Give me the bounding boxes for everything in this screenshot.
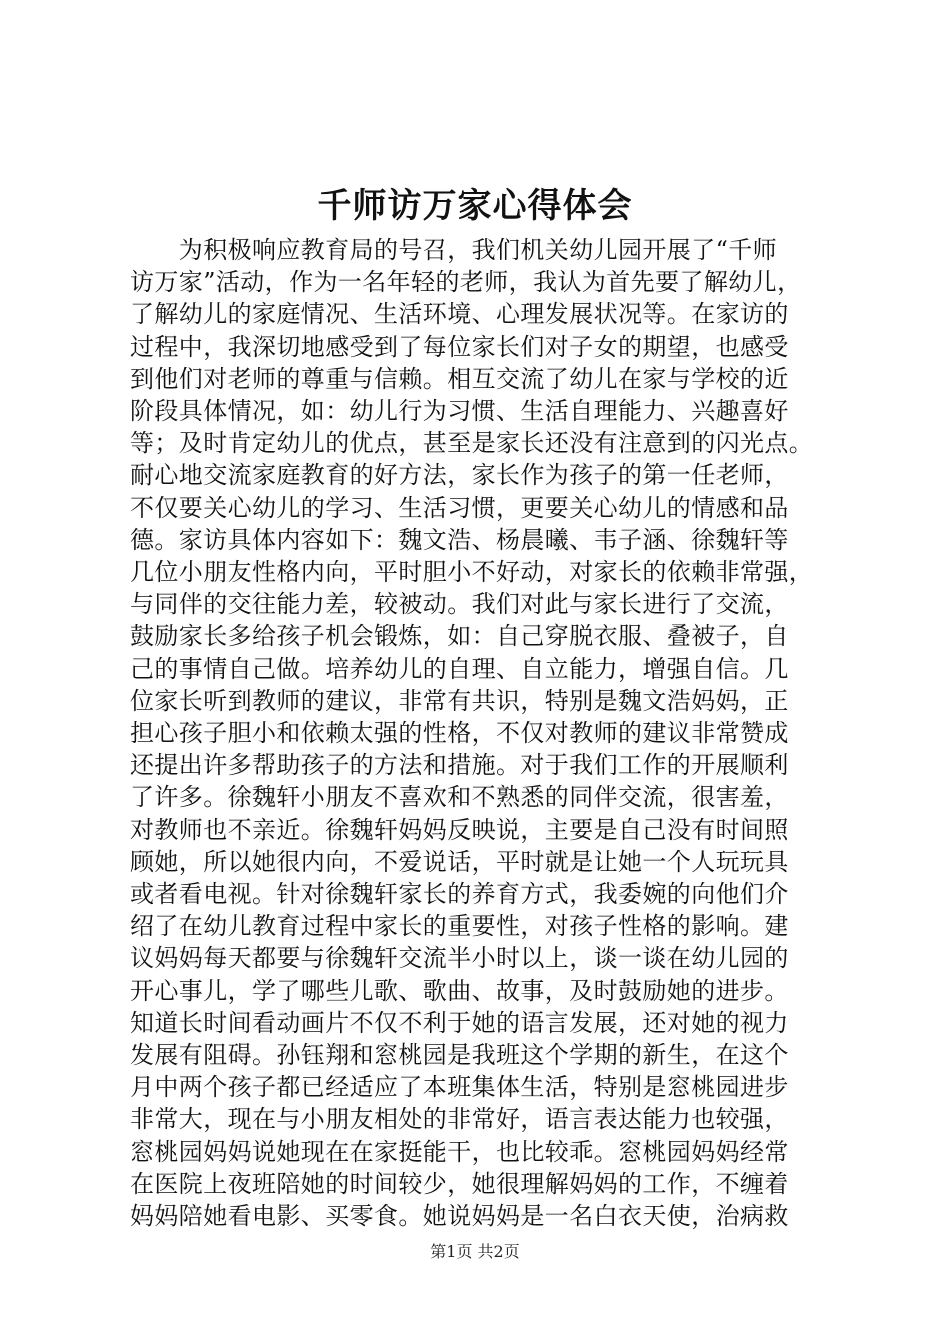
body-line: 了解幼儿的家庭情况、生活环境、心理发展状况等。在家访的: [130, 300, 789, 329]
body-line: 耐心地交流家庭教育的好方法，家长作为孩子的第一任老师，: [130, 461, 789, 490]
body-line: 月中两个孩子都已经适应了本班集体生活，特别是窓桃园进步: [130, 1073, 789, 1102]
body-line: 对教师也不亲近。徐魏轩妈妈反映说，主要是自己没有时间照: [130, 815, 789, 844]
body-line: 德。家访具体内容如下：魏文浩、杨晨曦、韦子涵、徐魏轩等: [130, 525, 789, 554]
body-line: 发展有阻碍。孙钰翔和窓桃园是我班这个学期的新生，在这个: [130, 1041, 789, 1070]
body-line: 己的事情自己做。培养幼儿的自理、自立能力，增强自信。几: [130, 654, 789, 683]
body-line: 绍了在幼儿教育过程中家长的重要性，对孩子性格的影响。建: [130, 912, 789, 941]
body-line: 与同伴的交往能力差，较被动。我们对此与家长进行了交流，: [130, 590, 789, 619]
body-line: 不仅要关心幼儿的学习、生活习惯，更要关心幼儿的情感和品: [130, 493, 789, 522]
body-line: 开心事儿，学了哪些儿歌、歌曲、故事，及时鼓励她的进步。: [130, 976, 789, 1005]
body-line: 几位小朋友性格内向，平时胆小不好动，对家长的依赖非常强，: [130, 558, 814, 587]
body-line: 访万家”活动，作为一名年轻的老师，我认为首先要了解幼儿，: [130, 268, 802, 297]
body-line: 议妈妈每天都要与徐魏轩交流半小时以上，谈一谈在幼儿园的: [130, 944, 789, 973]
body-line: 妈妈陪她看电影、买零食。她说妈妈是一名白衣天使，治病救: [130, 1202, 789, 1231]
document-body: [130, 234, 848, 1232]
body-line: 等；及时肯定幼儿的优点，甚至是家长还没有注意到的闪光点。: [130, 429, 814, 458]
body-line: 过程中，我深切地感受到了每位家长们对子女的期望，也感受: [130, 332, 789, 361]
body-line: 窓桃园妈妈说她现在在家挺能干，也比较乖。窓桃园妈妈经常: [130, 1137, 789, 1166]
page-indicator: 第1页 共2页: [430, 1242, 520, 1261]
body-line: 担心孩子胆小和依赖太强的性格，不仅对教师的建议非常赞成: [130, 719, 789, 748]
body-line: 顾她，所以她很内向，不爱说话，平时就是让她一个人玩玩具: [130, 847, 789, 876]
body-line: 在医院上夜班陪她的时间较少，她很理解妈妈的工作，不缠着: [130, 1169, 789, 1198]
body-line: 阶段具体情况，如：幼儿行为习惯、生活自理能力、兴趣喜好: [130, 397, 789, 426]
body-line: 了许多。徐魏轩小朋友不喜欢和不熟悉的同伴交流，很害羞，: [130, 783, 789, 812]
body-line: 位家长听到教师的建议，非常有共识，特别是魏文浩妈妈，正: [130, 686, 789, 715]
body-line: 到他们对老师的尊重与信赖。相互交流了幼儿在家与学校的近: [130, 364, 789, 393]
body-line: 知道长时间看动画片不仅不利于她的语言发展，还对她的视力: [130, 1008, 789, 1037]
body-line: 鼓励家长多给孩子机会锻炼，如：自己穿脱衣服、叠被子，自: [130, 622, 789, 651]
document-title: 千师访万家心得体会: [317, 186, 633, 226]
body-line: 为积极响应教育局的号召，我们机关幼儿园开展了“千师: [130, 236, 778, 264]
body-line: 或者看电视。针对徐魏轩家长的养育方式，我委婉的向他们介: [130, 880, 789, 909]
body-line: 非常大，现在与小朋友相处的非常好，语言表达能力也较强，: [130, 1105, 789, 1134]
body-line: 还提出许多帮助孩子的方法和措施。对于我们工作的开展顺利: [130, 751, 789, 780]
